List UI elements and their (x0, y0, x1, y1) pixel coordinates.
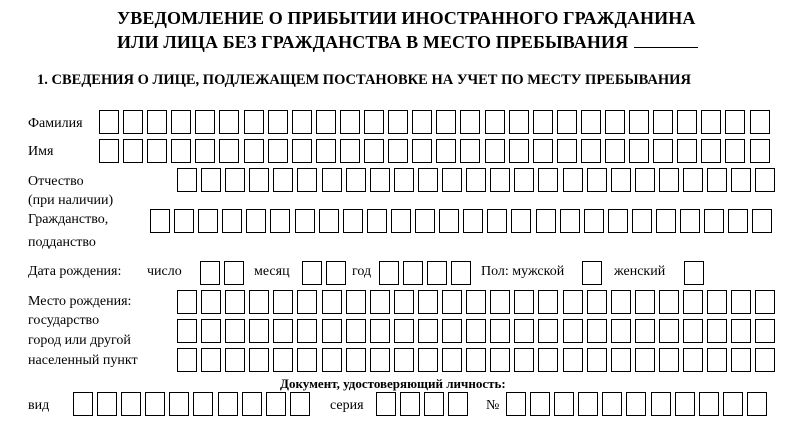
birth-country-cell[interactable] (370, 290, 390, 314)
birth-city-cell[interactable] (346, 319, 366, 343)
name-cell[interactable] (219, 139, 239, 163)
document-type-cell[interactable] (290, 392, 310, 416)
name-cell[interactable] (653, 139, 673, 163)
document-type-label: вид (28, 398, 50, 413)
document-number-cell[interactable] (602, 392, 622, 416)
citizenship-cell[interactable] (415, 209, 435, 233)
birth-city-cell[interactable] (201, 319, 221, 343)
citizenship-cell[interactable] (198, 209, 218, 233)
birth-country-cell[interactable] (514, 290, 534, 314)
birth-settlement-cell[interactable] (249, 348, 269, 372)
surname-cell[interactable] (460, 110, 480, 134)
birth-settlement-cell[interactable] (587, 348, 607, 372)
citizenship-cell[interactable] (295, 209, 315, 233)
birth-settlement-cell[interactable] (659, 348, 679, 372)
birth-year-cell[interactable] (427, 261, 447, 285)
surname-label: Фамилия (28, 116, 83, 131)
citizenship-cell[interactable] (174, 209, 194, 233)
birth-city-cell[interactable] (538, 319, 558, 343)
month-label: месяц (254, 264, 290, 279)
citizenship-cell[interactable] (367, 209, 387, 233)
birth-settlement-cell[interactable] (490, 348, 510, 372)
day-label: число (147, 264, 182, 279)
surname-cell[interactable] (316, 110, 336, 134)
surname-cell[interactable] (701, 110, 721, 134)
birth-city-cell[interactable] (370, 319, 390, 343)
patronymic-cell[interactable] (707, 168, 727, 192)
name-cell[interactable] (701, 139, 721, 163)
birth-settlement-cell[interactable] (177, 348, 197, 372)
patronymic-cell[interactable] (587, 168, 607, 192)
name-boxes (99, 139, 774, 163)
birth-country-cell[interactable] (611, 290, 631, 314)
patronymic-cell[interactable] (442, 168, 462, 192)
surname-cell[interactable] (195, 110, 215, 134)
name-cell[interactable] (244, 139, 264, 163)
document-type-cell[interactable] (145, 392, 165, 416)
document-number-cell[interactable] (626, 392, 646, 416)
citizenship-boxes (150, 209, 776, 233)
patronymic-cell[interactable] (297, 168, 317, 192)
surname-cell[interactable] (653, 110, 673, 134)
citizenship-cell[interactable] (704, 209, 724, 233)
name-cell[interactable] (436, 139, 456, 163)
citizenship-cell[interactable] (150, 209, 170, 233)
birth-country-label: государство (28, 313, 100, 328)
patronymic-cell[interactable] (201, 168, 221, 192)
citizenship-cell[interactable] (656, 209, 676, 233)
surname-cell[interactable] (147, 110, 167, 134)
name-cell[interactable] (316, 139, 336, 163)
document-type-cell[interactable] (218, 392, 238, 416)
citizenship-cell[interactable] (560, 209, 580, 233)
birth-country-cell[interactable] (322, 290, 342, 314)
name-cell[interactable] (147, 139, 167, 163)
document-number-boxes (506, 392, 771, 416)
document-number-cell[interactable] (530, 392, 550, 416)
patronymic-cell[interactable] (538, 168, 558, 192)
birth-day-cell[interactable] (224, 261, 244, 285)
document-number-cell[interactable] (747, 392, 767, 416)
birth-settlement-cell[interactable] (731, 348, 751, 372)
surname-cell[interactable] (605, 110, 625, 134)
name-cell[interactable] (99, 139, 119, 163)
patronymic-cell[interactable] (249, 168, 269, 192)
birth-city-cell[interactable] (755, 319, 775, 343)
document-series-cell[interactable] (376, 392, 396, 416)
birth-city-cell[interactable] (225, 319, 245, 343)
birthplace-label: Место рождения: (28, 294, 132, 309)
birth-country-cell[interactable] (346, 290, 366, 314)
birth-country-cell[interactable] (418, 290, 438, 314)
citizenship-cell[interactable] (343, 209, 363, 233)
sex-female-label: женский (614, 264, 666, 279)
citizenship-cell[interactable] (536, 209, 556, 233)
birth-country-cell[interactable] (442, 290, 462, 314)
surname-cell[interactable] (364, 110, 384, 134)
birth-city-cell[interactable] (683, 319, 703, 343)
citizenship-cell[interactable] (391, 209, 411, 233)
birth-city-cell[interactable] (563, 319, 583, 343)
name-cell[interactable] (123, 139, 143, 163)
document-number-cell[interactable] (578, 392, 598, 416)
section1-heading: 1. СВЕДЕНИЯ О ЛИЦЕ, ПОДЛЕЖАЩЕМ ПОСТАНОВКЕ НА УЧЕТ ПО МЕСТУ ПРЕБЫВАНИЯ (37, 72, 691, 88)
patronymic-cell[interactable] (273, 168, 293, 192)
name-cell[interactable] (340, 139, 360, 163)
birth-settlement-boxes (177, 348, 779, 372)
citizenship-cell[interactable] (608, 209, 628, 233)
name-cell[interactable] (388, 139, 408, 163)
birth-settlement-cell[interactable] (635, 348, 655, 372)
birth-country-cell[interactable] (297, 290, 317, 314)
birth-city-cell[interactable] (297, 319, 317, 343)
birth-month-boxes (302, 261, 350, 285)
birth-settlement-cell[interactable] (466, 348, 486, 372)
patronymic-cell[interactable] (683, 168, 703, 192)
birth-country-cell[interactable] (563, 290, 583, 314)
birth-country-cell[interactable] (177, 290, 197, 314)
birth-city-cell[interactable] (418, 319, 438, 343)
document-series-boxes (376, 392, 472, 416)
surname-cell[interactable] (509, 110, 529, 134)
surname-cell[interactable] (412, 110, 432, 134)
document-series-cell[interactable] (424, 392, 444, 416)
sex-male-label: Пол: мужской (481, 264, 565, 279)
birth-country-cell[interactable] (394, 290, 414, 314)
citizenship-label-2: подданство (28, 235, 96, 250)
surname-cell[interactable] (436, 110, 456, 134)
patronymic-cell[interactable] (394, 168, 414, 192)
patronymic-cell[interactable] (466, 168, 486, 192)
birth-country-cell[interactable] (273, 290, 293, 314)
surname-cell[interactable] (581, 110, 601, 134)
document-number-cell[interactable] (651, 392, 671, 416)
name-cell[interactable] (292, 139, 312, 163)
citizenship-cell[interactable] (222, 209, 242, 233)
birth-city-cell[interactable] (731, 319, 751, 343)
surname-cell[interactable] (750, 110, 770, 134)
document-number-label: № (486, 398, 500, 413)
surname-cell[interactable] (725, 110, 745, 134)
birth-country-boxes (177, 290, 779, 314)
birth-city-cell[interactable] (177, 319, 197, 343)
name-cell[interactable] (171, 139, 191, 163)
citizenship-cell[interactable] (270, 209, 290, 233)
document-type-cell[interactable] (97, 392, 117, 416)
birth-country-cell[interactable] (225, 290, 245, 314)
surname-cell[interactable] (268, 110, 288, 134)
document-series-cell[interactable] (400, 392, 420, 416)
birth-settlement-cell[interactable] (201, 348, 221, 372)
patronymic-cell[interactable] (514, 168, 534, 192)
surname-cell[interactable] (244, 110, 264, 134)
birth-year-cell[interactable] (379, 261, 399, 285)
surname-cell[interactable] (171, 110, 191, 134)
document-type-boxes (73, 392, 314, 416)
name-cell[interactable] (581, 139, 601, 163)
patronymic-boxes (177, 168, 779, 192)
name-cell[interactable] (412, 139, 432, 163)
birth-country-cell[interactable] (731, 290, 751, 314)
birth-country-cell[interactable] (587, 290, 607, 314)
birth-settlement-cell[interactable] (346, 348, 366, 372)
birth-city-cell[interactable] (490, 319, 510, 343)
citizenship-cell[interactable] (246, 209, 266, 233)
birth-city-label: город или другой (28, 333, 131, 348)
birth-settlement-cell[interactable] (225, 348, 245, 372)
surname-cell[interactable] (629, 110, 649, 134)
form-title-line2 (117, 31, 698, 53)
birth-settlement-cell[interactable] (442, 348, 462, 372)
document-number-cell[interactable] (506, 392, 526, 416)
birth-settlement-cell[interactable] (273, 348, 293, 372)
patronymic-note: (при наличии) (28, 193, 114, 208)
patronymic-cell[interactable] (731, 168, 751, 192)
birth-city-cell[interactable] (659, 319, 679, 343)
citizenship-cell[interactable] (439, 209, 459, 233)
document-series-cell[interactable] (448, 392, 468, 416)
birth-settlement-cell[interactable] (563, 348, 583, 372)
birth-settlement-cell[interactable] (707, 348, 727, 372)
surname-cell[interactable] (557, 110, 577, 134)
surname-cell[interactable] (533, 110, 553, 134)
sex-female-cell[interactable] (684, 261, 704, 285)
surname-cell[interactable] (99, 110, 119, 134)
surname-boxes (99, 110, 774, 134)
birth-country-cell[interactable] (659, 290, 679, 314)
birth-country-cell[interactable] (490, 290, 510, 314)
birth-settlement-cell[interactable] (538, 348, 558, 372)
surname-cell[interactable] (485, 110, 505, 134)
name-cell[interactable] (629, 139, 649, 163)
birth-city-cell[interactable] (514, 319, 534, 343)
name-cell[interactable] (605, 139, 625, 163)
birth-city-cell[interactable] (707, 319, 727, 343)
patronymic-cell[interactable] (611, 168, 631, 192)
birth-settlement-cell[interactable] (370, 348, 390, 372)
citizenship-cell[interactable] (487, 209, 507, 233)
patronymic-cell[interactable] (346, 168, 366, 192)
patronymic-cell[interactable] (322, 168, 342, 192)
name-cell[interactable] (725, 139, 745, 163)
birth-settlement-cell[interactable] (611, 348, 631, 372)
patronymic-cell[interactable] (490, 168, 510, 192)
name-label: Имя (28, 144, 54, 159)
citizenship-cell[interactable] (752, 209, 772, 233)
patronymic-cell[interactable] (177, 168, 197, 192)
birth-city-cell[interactable] (635, 319, 655, 343)
name-cell[interactable] (509, 139, 529, 163)
patronymic-cell[interactable] (418, 168, 438, 192)
birth-city-cell[interactable] (322, 319, 342, 343)
birth-settlement-cell[interactable] (297, 348, 317, 372)
birth-city-cell[interactable] (394, 319, 414, 343)
patronymic-label: Отчество (28, 174, 84, 189)
birth-date-label: Дата рождения: (28, 264, 122, 279)
birth-settlement-cell[interactable] (683, 348, 703, 372)
document-type-cell[interactable] (266, 392, 286, 416)
identity-document-heading: Документ, удостоверяющий личность: (280, 376, 506, 391)
citizenship-cell[interactable] (632, 209, 652, 233)
birth-settlement-label: населенный пункт (28, 353, 138, 368)
birth-country-cell[interactable] (538, 290, 558, 314)
name-cell[interactable] (533, 139, 553, 163)
form-title-line1: УВЕДОМЛЕНИЕ О ПРИБЫТИИ ИНОСТРАННОГО ГРАЖДАНИНА (117, 8, 696, 28)
name-cell[interactable] (364, 139, 384, 163)
document-type-cell[interactable] (121, 392, 141, 416)
birth-city-boxes (177, 319, 779, 343)
year-label: год (352, 264, 372, 279)
name-cell[interactable] (677, 139, 697, 163)
citizenship-cell[interactable] (463, 209, 483, 233)
name-cell[interactable] (750, 139, 770, 163)
document-number-cell[interactable] (723, 392, 743, 416)
patronymic-cell[interactable] (755, 168, 775, 192)
birth-country-cell[interactable] (201, 290, 221, 314)
birth-year-cell[interactable] (403, 261, 423, 285)
surname-cell[interactable] (340, 110, 360, 134)
birth-country-cell[interactable] (683, 290, 703, 314)
birth-country-cell[interactable] (635, 290, 655, 314)
citizenship-cell[interactable] (584, 209, 604, 233)
patronymic-cell[interactable] (370, 168, 390, 192)
patronymic-cell[interactable] (635, 168, 655, 192)
birth-city-cell[interactable] (249, 319, 269, 343)
birth-city-cell[interactable] (587, 319, 607, 343)
sex-male-cell[interactable] (582, 261, 602, 285)
birth-settlement-cell[interactable] (514, 348, 534, 372)
birth-month-cell[interactable] (326, 261, 346, 285)
document-type-cell[interactable] (193, 392, 213, 416)
birth-city-cell[interactable] (611, 319, 631, 343)
citizenship-label-1: Гражданство, (28, 212, 109, 227)
birth-year-cell[interactable] (451, 261, 471, 285)
name-cell[interactable] (557, 139, 577, 163)
document-number-cell[interactable] (699, 392, 719, 416)
citizenship-cell[interactable] (728, 209, 748, 233)
name-cell[interactable] (485, 139, 505, 163)
title-blank-field[interactable] (634, 31, 698, 48)
sex-female-box (684, 261, 708, 285)
document-number-cell[interactable] (675, 392, 695, 416)
document-number-cell[interactable] (554, 392, 574, 416)
birth-settlement-cell[interactable] (755, 348, 775, 372)
patronymic-cell[interactable] (563, 168, 583, 192)
citizenship-cell[interactable] (511, 209, 531, 233)
form-title-line2-text: ИЛИ ЛИЦА БЕЗ ГРАЖДАНСТВА В МЕСТО ПРЕБЫВАНИЯ (117, 32, 629, 52)
patronymic-cell[interactable] (659, 168, 679, 192)
document-type-cell[interactable] (242, 392, 262, 416)
document-type-cell[interactable] (73, 392, 93, 416)
birth-city-cell[interactable] (466, 319, 486, 343)
birth-settlement-cell[interactable] (394, 348, 414, 372)
birth-country-cell[interactable] (249, 290, 269, 314)
citizenship-cell[interactable] (680, 209, 700, 233)
patronymic-cell[interactable] (225, 168, 245, 192)
birth-settlement-cell[interactable] (322, 348, 342, 372)
document-series-label: серия (330, 398, 364, 413)
name-cell[interactable] (460, 139, 480, 163)
birth-year-boxes (379, 261, 475, 285)
surname-cell[interactable] (677, 110, 697, 134)
birth-country-cell[interactable] (466, 290, 486, 314)
sex-male-box (582, 261, 606, 285)
surname-cell[interactable] (388, 110, 408, 134)
birth-day-cell[interactable] (200, 261, 220, 285)
name-cell[interactable] (195, 139, 215, 163)
surname-cell[interactable] (123, 110, 143, 134)
citizenship-cell[interactable] (319, 209, 339, 233)
birth-day-boxes (200, 261, 248, 285)
birth-city-cell[interactable] (273, 319, 293, 343)
document-type-cell[interactable] (169, 392, 189, 416)
birth-city-cell[interactable] (442, 319, 462, 343)
surname-cell[interactable] (292, 110, 312, 134)
birth-settlement-cell[interactable] (418, 348, 438, 372)
name-cell[interactable] (268, 139, 288, 163)
birth-country-cell[interactable] (707, 290, 727, 314)
birth-country-cell[interactable] (755, 290, 775, 314)
surname-cell[interactable] (219, 110, 239, 134)
birth-month-cell[interactable] (302, 261, 322, 285)
